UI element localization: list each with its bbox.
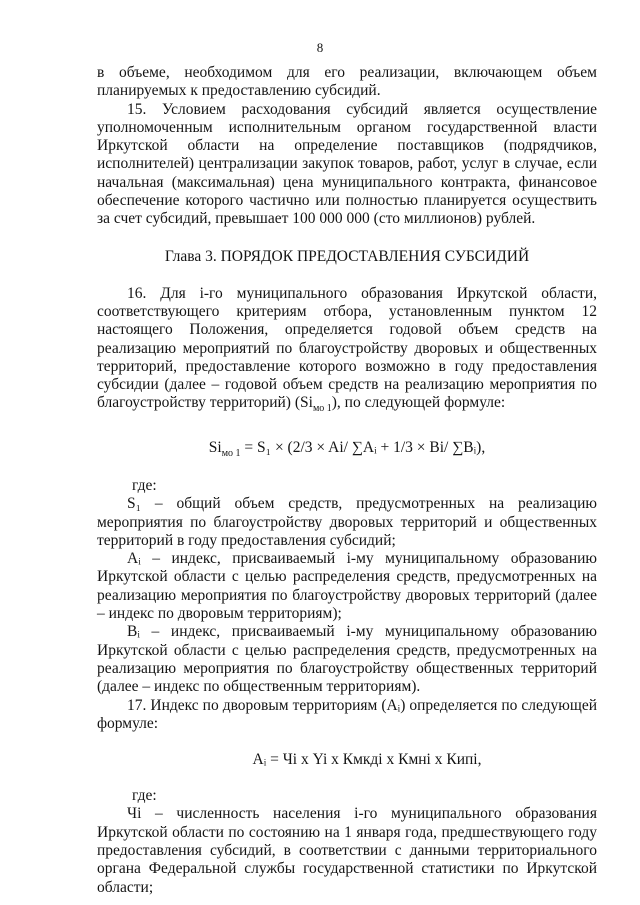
- definition-bi: Bᵢ – индекс, присваиваемый i-му муниципальному образованию Иркутской области с целью распределения средств, предусмотренных на реализацию мероприятия по благоустройству общественных территорий (далее – индекс по общественным территориям).: [97, 623, 597, 696]
- document-body: [97, 64, 597, 897]
- paragraph-17: 17. Индекс по дворовым территориям (Aᵢ) определяется по следующей формуле:: [97, 696, 597, 732]
- page-number: 8: [316, 40, 324, 55]
- paragraph-16-end: ), по следующей формуле:: [331, 394, 506, 412]
- formula-ai: Aᵢ = Чi х Yi х Кмкдi х Кмнi х Кипi,: [252, 751, 482, 769]
- where-label-2: где:: [132, 787, 157, 805]
- paragraph-16-subscript: мо 1: [312, 403, 332, 415]
- definition-chi: Чi – численность населения i-го муниципального образования Иркутской области по состоянию на 1 января года, предшествующего году предоставления субсидий, в соответствии с данными территориального органа Федеральной службы государственной статистики по Иркутской области;: [97, 805, 597, 896]
- paragraph-16-text: 16. Для i-го муниципального образования Иркутской области, соответствующего критериям отбора, установленным пунктом 12 настоящего Положения, определяется годовой объем средств на реализацию мероприятий по благоустройству дворовых и общественных территорий, предоставление которого возможно в году предоставления субсидии (далее – годовой объем средств на реализацию мероприятия по благоустройству территорий) (Si: [97, 284, 597, 412]
- paragraph-16: [97, 285, 597, 419]
- formula-si: [97, 439, 597, 459]
- definition-ai: Aᵢ – индекс, присваиваемый i-му муниципальному образованию Иркутской области с целью распределения средств, предусмотренных на реализацию мероприятия по благоустройству дворовых территорий (далее – индекс по дворовым территориям);: [97, 550, 597, 623]
- paragraph-15: 15. Условием расходования субсидий является осуществление уполномоченным исполнительным органом государственной власти Иркутской области на определение поставщиков (подрядчиков, исполнителей) централизации закупок товаров, работ, услуг в случае, если начальная (максимальная) цена муниципального контракта, финансовое обеспечение которого частично или полностью планируется осуществить за счет субсидий, превышает 100 000 000 (сто миллионов) рублей.: [97, 100, 597, 228]
- paragraph-continuation: в объеме, необходимом для его реализации, включающем объем планируемых к предоставлению субсидий.: [97, 64, 597, 100]
- definition-s1: S₁ – общий объем средств, предусмотренных на реализацию мероприятия по благоустройству дворовых территорий и общественных территорий в году предоставления субсидий;: [97, 495, 597, 549]
- where-label: где:: [132, 476, 157, 494]
- formula-si-lhs: Si: [208, 438, 222, 456]
- chapter-heading: Глава 3. ПОРЯДОК ПРЕДОСТАВЛЕНИЯ СУБСИДИЙ: [164, 247, 530, 265]
- formula-si-rhs: = S₁ × (2/3 × Ai/ ∑Aᵢ + 1/3 × Bi/ ∑Bᵢ),: [240, 438, 486, 456]
- formula-si-lhs-subscript: мо 1: [221, 447, 241, 459]
